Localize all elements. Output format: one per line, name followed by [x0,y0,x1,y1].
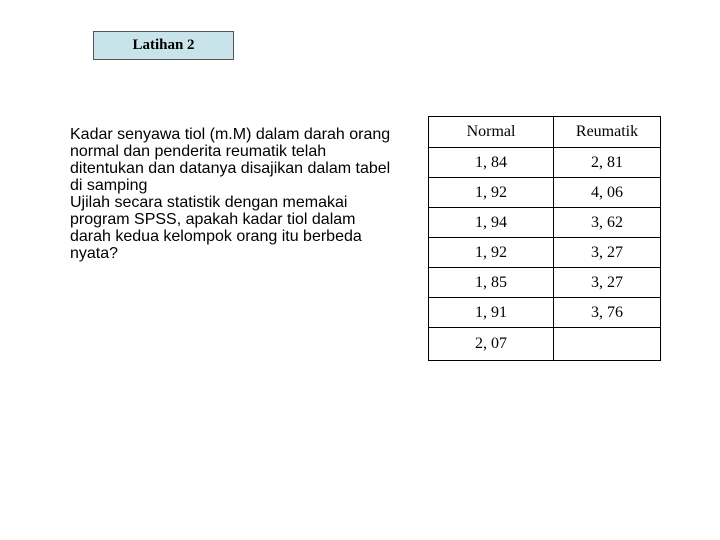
table-row [429,268,661,298]
cell-reumatik [554,328,661,361]
slide-title: Latihan 2 [93,31,234,60]
table-header-row [429,117,661,148]
problem-description [70,126,400,262]
header-normal: Normal [429,117,554,148]
table-row [429,238,661,268]
cell-normal: 1, 85 [429,268,554,298]
description-paragraph-1: Kadar senyawa tiol (m.M) dalam darah orang normal dan penderita reumatik telah ditentukan dan datanya disajikan dalam tabel di samping [70,126,391,194]
cell-reumatik: 4, 06 [554,178,661,208]
cell-reumatik: 3, 27 [554,238,661,268]
table-row [429,328,661,361]
cell-reumatik: 3, 76 [554,298,661,328]
cell-normal: 2, 07 [429,328,554,361]
table-row [429,208,661,238]
cell-normal: 1, 92 [429,178,554,208]
cell-reumatik: 2, 81 [554,148,661,178]
cell-reumatik: 3, 62 [554,208,661,238]
cell-normal: 1, 91 [429,298,554,328]
header-reumatik: Reumatik [554,117,661,148]
cell-normal: 1, 92 [429,238,554,268]
table-row [429,178,661,208]
description-paragraph-2: Ujilah secara statistik dengan memakai program SPSS, apakah kadar tiol dalam darah kedua kelompok orang itu berbeda nyata? [70,194,362,262]
cell-normal: 1, 84 [429,148,554,178]
table-row [429,298,661,328]
cell-reumatik: 3, 27 [554,268,661,298]
cell-normal: 1, 94 [429,208,554,238]
thiol-data-table [428,116,661,361]
table-row [429,148,661,178]
